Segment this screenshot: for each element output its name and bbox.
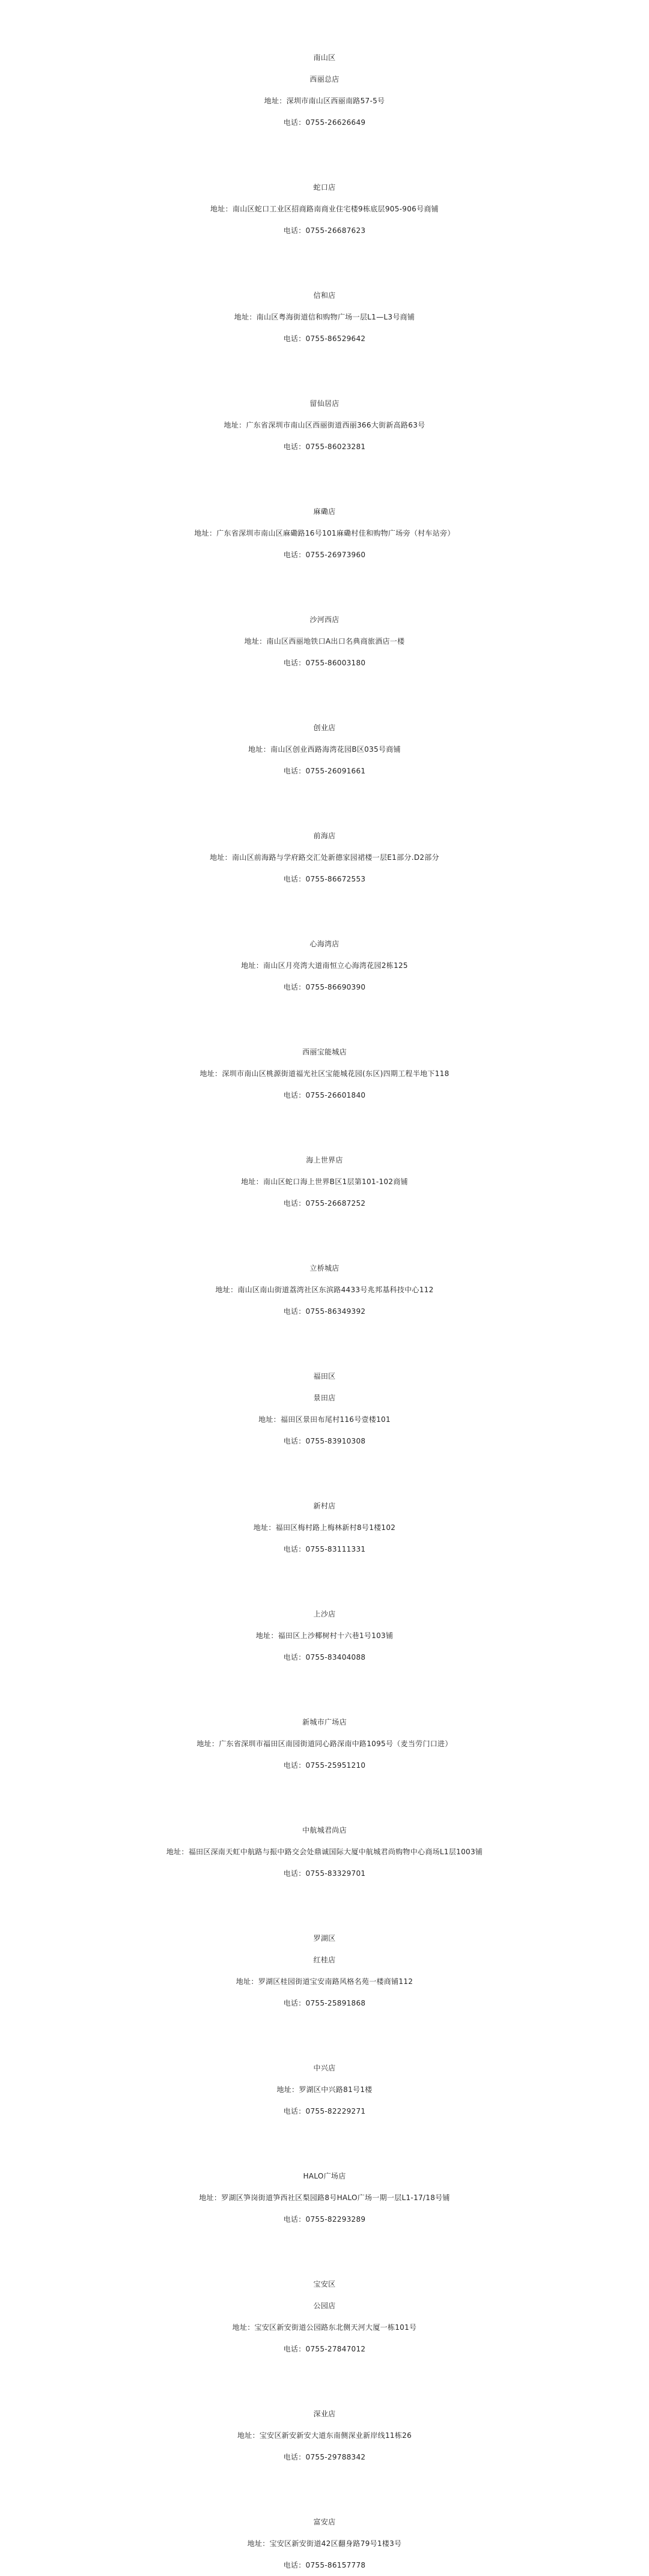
address-label: 地址： — [253, 1523, 276, 1532]
store-name: 心海湾店 — [309, 940, 340, 948]
store-phone — [0, 652, 649, 674]
phone-value: 0755-25891868 — [305, 1999, 366, 2007]
store-address — [0, 630, 649, 652]
phone-value: 0755-83111331 — [305, 1545, 366, 1553]
store-entry — [0, 933, 649, 998]
phone-value: 0755-83910308 — [305, 1437, 366, 1445]
phone-value: 0755-86003180 — [305, 659, 366, 667]
address-value: 南山区蛇口工业区招商路南商业住宅楼9栋底层905-906号商铺 — [232, 205, 439, 213]
store-name: 留仙居店 — [309, 399, 340, 408]
address-label: 地址： — [236, 1977, 258, 1986]
store-phone — [0, 1301, 649, 1322]
phone-value: 0755-86349392 — [305, 1307, 366, 1316]
store-entry — [0, 1495, 649, 1560]
address-label: 地址： — [194, 529, 217, 537]
address-value: 福田区梅村路上梅林新村8号1楼102 — [275, 1523, 396, 1532]
phone-label: 电话： — [283, 118, 306, 127]
address-label: 地址： — [234, 313, 257, 321]
store-name: 新村店 — [313, 1502, 336, 1510]
address-label: 地址： — [210, 853, 232, 862]
phone-label: 电话： — [283, 1653, 306, 1661]
phone-value: 0755-86672553 — [305, 875, 366, 883]
store-name: 海上世界店 — [306, 1156, 343, 1164]
store-name: 信和店 — [313, 291, 336, 300]
phone-label: 电话： — [283, 1199, 306, 1208]
address-value: 南山区粤海街道信和购物广场一层L1—L3号商铺 — [256, 313, 415, 321]
address-value: 南山区西丽地铁口A出口名典商旅酒店一楼 — [266, 637, 405, 646]
phone-value: 0755-86690390 — [305, 983, 366, 991]
phone-label: 电话： — [283, 1869, 306, 1878]
store-entry — [0, 1927, 649, 2014]
phone-value: 0755-26687623 — [305, 226, 366, 235]
phone-value: 0755-25951210 — [305, 1761, 366, 1770]
store-entry — [0, 177, 649, 241]
phone-label: 电话： — [283, 1545, 306, 1553]
store-entry — [0, 1819, 649, 1884]
store-entry — [0, 1603, 649, 1668]
phone-label: 电话： — [283, 1999, 306, 2007]
store-phone — [0, 760, 649, 782]
store-phone — [0, 2100, 649, 2122]
address-value: 宝安区新安新安大道东南侧深业新岸线11栋26 — [259, 2431, 412, 2440]
store-address — [0, 1625, 649, 1646]
store-entry — [0, 2057, 649, 2122]
store-name: 西丽宝能城店 — [302, 1048, 347, 1056]
store-entry — [0, 609, 649, 674]
store-address — [0, 2533, 649, 2554]
phone-label: 电话： — [283, 767, 306, 775]
district-heading: 罗湖区 — [313, 1934, 336, 1943]
store-name: 富安店 — [313, 2518, 336, 2526]
store-phone — [0, 436, 649, 458]
phone-value: 0755-26601840 — [305, 1091, 366, 1099]
address-value: 南山区月亮湾大道南恒立心海湾花园2栋125 — [263, 961, 408, 970]
store-name: 新城市广场店 — [302, 1718, 347, 1726]
address-label: 地址： — [215, 1286, 238, 1294]
address-value: 福田区深南天虹中航路与振中路交会处鼎诚国际大厦中航城君尚购物中心商场L1层1003铺 — [188, 1848, 483, 1856]
address-label: 地址： — [199, 2194, 222, 2202]
store-name: 深业店 — [313, 2410, 336, 2418]
store-entry — [0, 393, 649, 458]
address-label: 地址： — [255, 1631, 278, 1640]
store-name: 公园店 — [313, 2302, 336, 2310]
phone-value: 0755-83404088 — [305, 1653, 366, 1661]
phone-label: 电话： — [283, 443, 306, 451]
phone-label: 电话： — [283, 1307, 306, 1316]
store-address — [0, 847, 649, 868]
store-phone — [0, 2554, 649, 2576]
address-value: 罗湖区桂园街道宝安南路风格名苑一楼商铺112 — [258, 1977, 413, 1986]
store-entry — [0, 1149, 649, 1214]
store-address — [0, 1971, 649, 1992]
store-name: HALO广场店 — [303, 2172, 346, 2180]
store-entry — [0, 825, 649, 890]
phone-label: 电话： — [283, 226, 306, 235]
store-entry — [0, 47, 649, 133]
store-entry — [0, 285, 649, 349]
store-name: 前海店 — [313, 832, 336, 840]
store-name: 中航城君尚店 — [302, 1826, 347, 1834]
store-phone — [0, 2338, 649, 2360]
address-label: 地址： — [197, 1740, 219, 1748]
address-value: 罗湖区笋岗街道笋西社区梨园路8号HALO广场一期一层L1-17/18号铺 — [221, 2194, 450, 2202]
store-name: 蛇口店 — [313, 183, 336, 192]
phone-label: 电话： — [283, 659, 306, 667]
address-label: 地址： — [241, 1178, 263, 1186]
address-label: 地址： — [210, 205, 233, 213]
store-phone — [0, 1992, 649, 2014]
store-phone — [0, 328, 649, 349]
store-name: 西丽总店 — [309, 75, 340, 83]
address-value: 福田区上沙椰树村十六巷1号103铺 — [278, 1631, 394, 1640]
store-entry — [0, 1711, 649, 1776]
phone-label: 电话： — [283, 1437, 306, 1445]
store-phone — [0, 2209, 649, 2230]
store-address — [0, 739, 649, 760]
address-value: 深圳市南山区西丽南路57-5号 — [286, 97, 385, 105]
store-phone — [0, 544, 649, 566]
phone-label: 电话： — [283, 875, 306, 883]
store-address — [0, 522, 649, 544]
store-address — [0, 1409, 649, 1430]
address-label: 地址： — [244, 637, 267, 646]
phone-label: 电话： — [283, 2345, 306, 2353]
store-address — [0, 2425, 649, 2446]
store-phone — [0, 1755, 649, 1776]
store-phone — [0, 1646, 649, 1668]
phone-label: 电话： — [283, 983, 306, 991]
phone-value: 0755-82229271 — [305, 2107, 366, 2115]
phone-value: 0755-86157778 — [305, 2561, 366, 2569]
phone-value: 0755-29788342 — [305, 2453, 366, 2461]
phone-label: 电话： — [283, 334, 306, 343]
phone-label: 电话： — [283, 2215, 306, 2224]
store-address — [0, 955, 649, 976]
phone-label: 电话： — [283, 1761, 306, 1770]
address-label: 地址： — [247, 2539, 270, 2548]
store-address — [0, 1279, 649, 1301]
store-phone — [0, 2446, 649, 2468]
phone-value: 0755-26973960 — [305, 551, 366, 559]
phone-label: 电话： — [283, 2561, 306, 2569]
address-value: 广东省深圳市南山区麻磡路16号101麻磡村佳和购物广场旁（村车站旁） — [216, 529, 455, 537]
store-name: 上沙店 — [313, 1610, 336, 1618]
address-value: 宝安区新安街道公园路东北侧天河大厦一栋101号 — [254, 2323, 417, 2332]
phone-value: 0755-86023281 — [305, 443, 366, 451]
store-phone — [0, 1084, 649, 1106]
address-label: 地址： — [237, 2431, 260, 2440]
store-phone — [0, 868, 649, 890]
district-heading: 南山区 — [313, 53, 336, 62]
phone-value: 0755-86529642 — [305, 334, 366, 343]
district-heading: 福田区 — [313, 1372, 336, 1380]
store-address — [0, 198, 649, 220]
store-entry — [0, 2165, 649, 2230]
store-name: 景田店 — [313, 1394, 336, 1402]
address-label: 地址： — [276, 2085, 299, 2094]
store-address — [0, 2187, 649, 2209]
phone-value: 0755-27847012 — [305, 2345, 366, 2353]
store-address — [0, 306, 649, 328]
store-entry — [0, 2511, 649, 2576]
store-phone — [0, 976, 649, 998]
store-entry — [0, 1257, 649, 1322]
store-entry — [0, 1365, 649, 1452]
address-label: 地址： — [200, 1069, 222, 1078]
store-phone — [0, 1430, 649, 1452]
store-entry — [0, 717, 649, 782]
phone-value: 0755-26626649 — [305, 118, 366, 127]
store-name: 立桥城店 — [309, 1264, 340, 1272]
store-phone — [0, 1538, 649, 1560]
store-name: 中兴店 — [313, 2064, 336, 2072]
store-entry — [0, 501, 649, 566]
store-entry — [0, 2403, 649, 2468]
phone-label: 电话： — [283, 2107, 306, 2115]
store-entry — [0, 2273, 649, 2360]
store-address — [0, 90, 649, 112]
store-address — [0, 1733, 649, 1755]
address-value: 福田区景田布尾村116号壹楼101 — [280, 1415, 391, 1424]
address-value: 宝安区新安街道42区翻身路79号1楼3号 — [269, 2539, 402, 2548]
store-address — [0, 1063, 649, 1084]
store-entry — [0, 1041, 649, 1106]
store-phone — [0, 1863, 649, 1884]
address-value: 南山区创业西路海湾花园B区035号商铺 — [270, 745, 401, 754]
address-value: 广东省深圳市福田区南园街道同心路深南中路1095号（麦当劳门口进） — [219, 1740, 452, 1748]
store-name: 沙河西店 — [309, 615, 340, 624]
address-label: 地址： — [258, 1415, 281, 1424]
address-value: 深圳市南山区桃源街道福光社区宝能城花园(东区)四期工程半地下118 — [222, 1069, 449, 1078]
address-label: 地址： — [248, 745, 271, 754]
store-name: 红桂店 — [313, 1956, 336, 1964]
store-name: 创业店 — [313, 724, 336, 732]
phone-value: 0755-26687252 — [305, 1199, 366, 1208]
store-address — [0, 1171, 649, 1193]
phone-label: 电话： — [283, 2453, 306, 2461]
phone-value: 0755-83329701 — [305, 1869, 366, 1878]
address-value: 广东省深圳市南山区西丽街道西丽366大街新高路63号 — [246, 421, 425, 429]
store-address — [0, 1841, 649, 1863]
store-address — [0, 414, 649, 436]
address-value: 罗湖区中兴路81号1楼 — [299, 2085, 373, 2094]
district-heading: 宝安区 — [313, 2280, 336, 2288]
address-value: 南山区蛇口海上世界B区1层第101-102商铺 — [263, 1178, 408, 1186]
store-phone — [0, 112, 649, 133]
phone-value: 0755-26091661 — [305, 767, 366, 775]
address-value: 南山区南山街道荔湾社区东滨路4433号兆邦基科技中心112 — [237, 1286, 434, 1294]
address-label: 地址： — [232, 2323, 255, 2332]
phone-label: 电话： — [283, 551, 306, 559]
store-name: 麻磡店 — [313, 507, 336, 516]
address-label: 地址： — [241, 961, 264, 970]
address-label: 地址： — [264, 97, 287, 105]
address-value: 南山区前海路与学府路交汇处新德家园裙楼一层E1部分.D2部分 — [231, 853, 439, 862]
store-phone — [0, 1193, 649, 1214]
phone-value: 0755-82293289 — [305, 2215, 366, 2224]
store-address — [0, 1517, 649, 1538]
address-label: 地址： — [166, 1848, 189, 1856]
store-address — [0, 2317, 649, 2338]
store-phone — [0, 220, 649, 241]
address-label: 地址： — [224, 421, 246, 429]
phone-label: 电话： — [283, 1091, 306, 1099]
store-address — [0, 2079, 649, 2100]
